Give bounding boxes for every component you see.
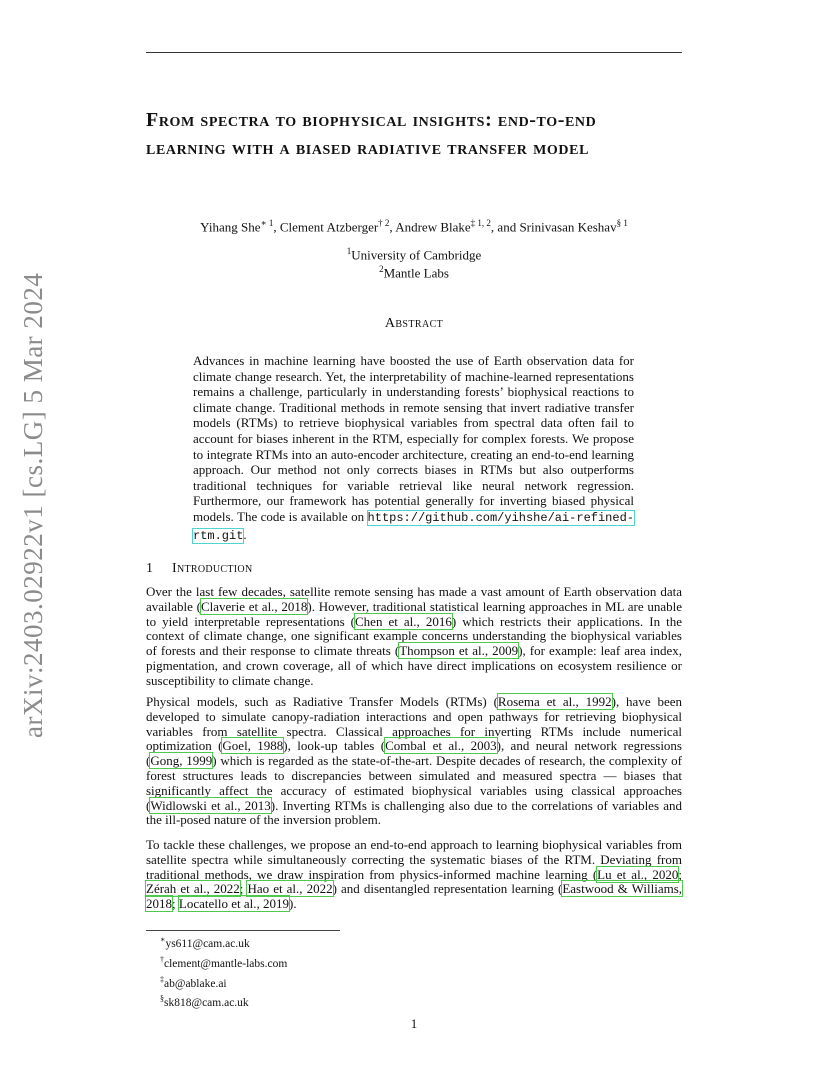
footnote-email: sk818@cam.ac.uk bbox=[164, 997, 249, 1010]
paragraph-text: ), for example: leaf area index, pigmentation, and crown coverage, all of which have direct implications on ecosystem resilience or susceptibility to climate change. bbox=[146, 643, 682, 688]
footnote-list bbox=[160, 932, 460, 1011]
arxiv-identifier: arXiv:2403.02922v1 [cs.LG] 5 Mar 2024 bbox=[18, 272, 48, 738]
abstract-heading: Abstract bbox=[384, 316, 444, 331]
citation-link[interactable]: Lu et al., 2020 bbox=[597, 866, 679, 882]
footnote-rule bbox=[146, 930, 340, 931]
abstract-body bbox=[193, 353, 634, 544]
author-affiliation-mark: ∗ 1 bbox=[260, 218, 274, 228]
footnote-email: ab@ablake.ai bbox=[164, 977, 227, 990]
paragraph-text: ). bbox=[288, 896, 297, 912]
footnote-email: ys611@cam.ac.uk bbox=[165, 937, 250, 950]
abstract-end: . bbox=[243, 526, 247, 542]
author-name: Yihang She bbox=[200, 219, 261, 235]
paragraph-text: ). However, traditional statistical learning approaches in ML are unable to yield interpretable representations ( bbox=[146, 598, 682, 629]
citation-link[interactable]: Hao et al., 2022 bbox=[247, 881, 333, 897]
paragraph-text: ) which restricts their applications. In the context of climate change, one significant example concerns understanding the biophysical variables of forests and their response to climate threats ( bbox=[146, 613, 682, 659]
footnote-mark: † bbox=[160, 954, 164, 964]
footnote-mark: ‡ bbox=[160, 974, 164, 984]
citation-link[interactable]: Rosema et al., 1992 bbox=[497, 694, 612, 709]
citation-link[interactable]: Widlowski et al., 2013 bbox=[150, 797, 271, 813]
affiliation-list bbox=[146, 244, 682, 281]
footnote bbox=[160, 972, 460, 992]
paper-title: From spectra to biophysical insights: end-to-end learning with a biased radiative transfer model bbox=[146, 109, 597, 159]
page-number: 1 bbox=[410, 1016, 418, 1031]
paragraph-text: Over the last few decades, satellite remote sensing has made a vast amount of Earth observation data available ( bbox=[146, 584, 682, 614]
affiliation bbox=[146, 262, 682, 280]
author-name: Srinivasan Keshav bbox=[519, 219, 617, 235]
paragraph-text: ) and disentangled representation learning ( bbox=[332, 881, 563, 897]
affiliation bbox=[146, 244, 682, 262]
citation-link[interactable]: Locatello et al., 2019 bbox=[178, 896, 289, 912]
intro-paragraph-2 bbox=[146, 695, 682, 828]
abstract-text: Advances in machine learning have boosted the use of Earth observation data for climate change research. Yet, the interpretability of machine-learned representations remains a challenge, particularly in understanding forests’ biophysical reactions to climate change. Traditional methods in remote sensing that invert radiative transfer models (RTMs) to retrieve biophysical variables from spectral data often fail to account for biases inherent in the RTM, especially for complex forests. We propose to integrate RTMs into an auto-encoder architecture, creating an end-to-end learning approach. Our method not only corrects biases in RTMs but also outperforms traditional techniques for variable retrieval like neural network regression. Furthermore, our framework has potential generally for inverting biased physical models. The code is available on bbox=[193, 353, 634, 524]
paragraph-text: ), and neural network regressions ( bbox=[146, 738, 682, 769]
affiliation-name: University of Cambridge bbox=[351, 247, 482, 263]
code-repository-link[interactable]: https://github.com/yihshe/ai-refined-rtm.git bbox=[193, 510, 634, 543]
affiliation-mark: 2 bbox=[379, 264, 384, 275]
paragraph-text: ), look-up tables ( bbox=[283, 738, 386, 754]
citation-link[interactable]: Claverie et al., 2018 bbox=[200, 598, 308, 614]
citation-link[interactable]: Eastwood & Williams, 2018 bbox=[146, 881, 683, 912]
citation-link[interactable]: Thompson et al., 2009 bbox=[399, 643, 519, 659]
paragraph-text: ). Inverting RTMs is challenging also due to the correlations of variables and the ill-posed nature of the inversion problem. bbox=[146, 797, 682, 828]
footnote-mark: § bbox=[160, 994, 164, 1004]
author-separator: , bbox=[389, 219, 396, 235]
paragraph-text: Physical models, such as Radiative Transfer Models (RTMs) ( bbox=[146, 694, 498, 709]
paragraph-text: ; bbox=[239, 881, 248, 897]
paragraph-text: ) which is regarded as the state-of-the-art. Despite decades of research, the complexity of forest structures leads to discrepancies between simulated and measured spectra — biases that significantly affect the accuracy of estimated biophysical variables using classical approaches ( bbox=[146, 753, 683, 813]
section-title: Introduction bbox=[172, 561, 253, 576]
citation-link[interactable]: Goel, 1988 bbox=[222, 738, 284, 754]
footnote bbox=[160, 952, 460, 972]
section-number: 1 bbox=[146, 561, 153, 576]
author-name: Clement Atzberger bbox=[279, 219, 379, 235]
paragraph-text: ; bbox=[172, 896, 179, 912]
citation-link[interactable]: Gong, 1999 bbox=[150, 753, 213, 769]
affiliation-mark: 1 bbox=[346, 246, 352, 256]
paragraph-text: To tackle these challenges, we propose an end-to-end approach to learning biophysical variables from satellite spectra while simultaneously correcting the systematic biases of the RTM. Deviating from traditional methods, we draw inspiration from physics-informed machine learning ( bbox=[146, 837, 682, 882]
footnote bbox=[160, 932, 460, 952]
author-name: Andrew Blake bbox=[395, 219, 471, 235]
citation-link[interactable]: Combal et al., 2003 bbox=[385, 738, 497, 754]
citation-link[interactable]: Chen et al., 2016 bbox=[355, 613, 452, 629]
citation-link[interactable]: Zérah et al., 2022 bbox=[146, 881, 240, 897]
header-rule bbox=[146, 52, 682, 53]
author-separator: , bbox=[273, 219, 280, 235]
footnote-email: clement@mantle-labs.com bbox=[164, 957, 288, 970]
paragraph-text: ; bbox=[678, 866, 682, 882]
intro-paragraph-1 bbox=[146, 585, 682, 689]
section-heading-introduction bbox=[146, 561, 682, 577]
intro-paragraph-3 bbox=[146, 838, 682, 912]
author-separator: , and bbox=[490, 219, 520, 235]
author-affiliation-mark: † 2 bbox=[378, 218, 390, 228]
author-affiliation-mark: ‡ 1, 2 bbox=[470, 218, 491, 228]
author-affiliation-mark: § 1 bbox=[616, 218, 628, 228]
footnote-mark: ∗ bbox=[160, 935, 166, 944]
author-list bbox=[146, 215, 682, 235]
footnote bbox=[160, 991, 460, 1011]
paragraph-text: ), have been developed to simulate canopy-radiation interactions and open pathways for retrieving biophysical variables from satellite spectra. Classical approaches for inverting RTMs include numerical optimization ( bbox=[146, 694, 682, 754]
affiliation-name: Mantle Labs bbox=[383, 265, 449, 281]
